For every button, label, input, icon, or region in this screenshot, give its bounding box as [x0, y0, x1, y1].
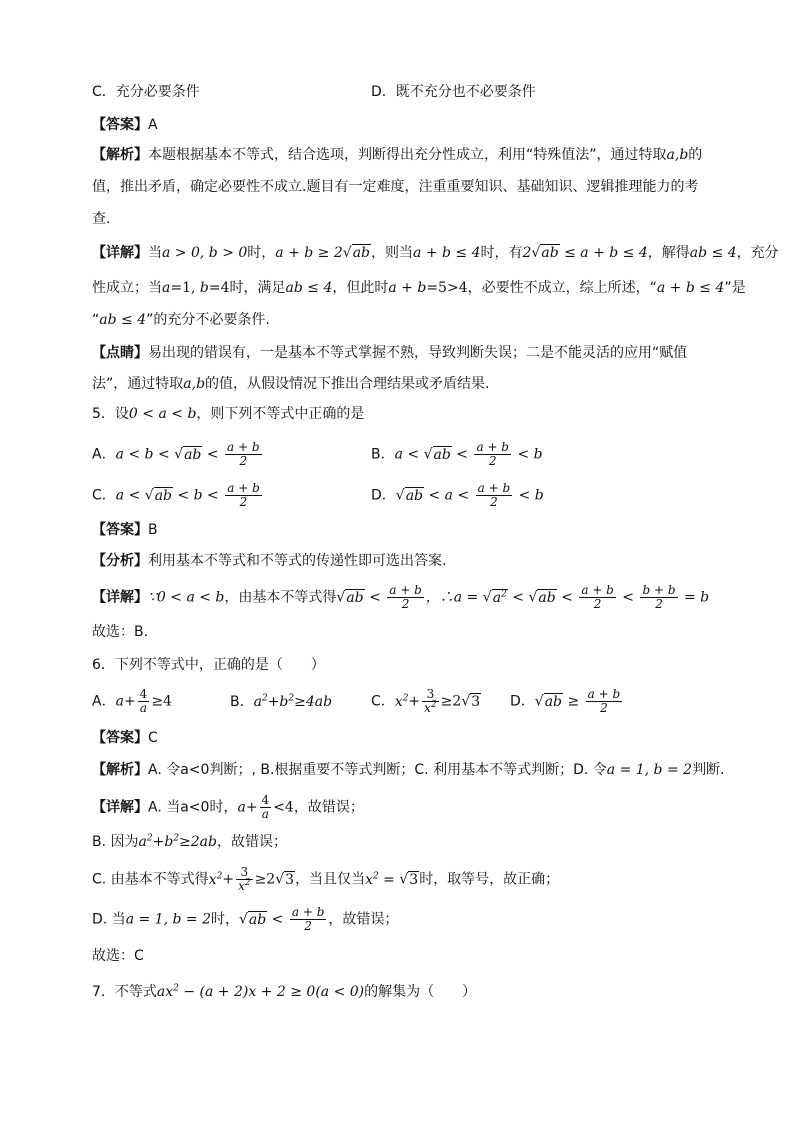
- math: < b: [514, 487, 544, 504]
- math: <4: [273, 799, 294, 816]
- q5-answer: [92, 520, 158, 540]
- math: a: [237, 799, 246, 816]
- math-sqrt: √3: [461, 693, 481, 710]
- math-fraction: $\frac{b + b}{2}$: [642, 583, 676, 611]
- math-fraction: $\frac{4}{a}$: [261, 793, 270, 821]
- text: A. 当a<0时，: [148, 799, 238, 816]
- math-sqrt: √ab: [534, 693, 563, 710]
- math: = b: [679, 589, 710, 606]
- q5-conclusion: [92, 622, 148, 642]
- math: =5>4: [426, 280, 468, 296]
- q6-xiangjie-c: [92, 866, 559, 893]
- math: <: [556, 589, 578, 606]
- option-label: C．: [92, 487, 116, 504]
- math: a > 0, b > 0: [162, 245, 248, 261]
- math: +: [408, 693, 421, 710]
- q6-option-d: [510, 688, 624, 715]
- text: ”是: [724, 280, 746, 296]
- math: a = 1, b = 2: [606, 762, 693, 778]
- math: ≥2: [254, 871, 276, 888]
- answer-tag: 【答案】: [92, 522, 148, 538]
- jiexi-tag: 【解析】: [92, 147, 148, 163]
- option-label: A．: [92, 693, 116, 710]
- q7-stem: [92, 982, 476, 1002]
- math-sqrt: √ab: [238, 911, 267, 928]
- text: C. 由基本不等式得: [92, 871, 209, 888]
- math-sqrt: √ab: [531, 245, 559, 261]
- jiexi-text: 的: [688, 147, 703, 163]
- q5-stem: [92, 404, 364, 424]
- q6-option-b: [230, 692, 332, 712]
- text: ，故错误；: [293, 799, 364, 816]
- q4-option-c: C．充分必要条件: [92, 84, 200, 100]
- math-sqrt: $√a^2$: [482, 588, 507, 606]
- text: 的值，从假设情况下推出合理结果或矛盾结果.: [205, 376, 490, 392]
- math: <: [507, 589, 529, 606]
- q6-answer: [92, 728, 158, 748]
- text: 时，: [247, 245, 276, 261]
- q6-option-a: [92, 688, 172, 715]
- math: <: [451, 446, 473, 463]
- answer-tag: 【答案】: [92, 730, 148, 746]
- math-sqrt: √ab: [342, 245, 371, 261]
- text: ，故错误；: [217, 834, 287, 850]
- option-label: A．: [92, 446, 116, 463]
- xiangjie-tag: 【详解】: [92, 245, 148, 261]
- question-text: ，则下列不等式中正确的是: [196, 406, 365, 422]
- text: ，但此时: [332, 280, 389, 296]
- q4-answer: [92, 115, 158, 135]
- text: 时，有: [480, 245, 523, 261]
- option-label: B．: [230, 694, 254, 710]
- math: <: [267, 911, 288, 928]
- math: 0 < a < b: [128, 406, 197, 422]
- math-ab: a,b: [183, 376, 206, 392]
- math-sqrt: √ab: [174, 446, 202, 463]
- question-text: 的解集为（ ）: [364, 984, 477, 1000]
- text: ，解得: [647, 245, 690, 261]
- math: $ax^2 - (a + 2)x + 2 \ge 0(a < 0)$: [156, 983, 365, 1000]
- text: ，由基本不等式得: [224, 589, 337, 606]
- math-sqrt: √ab: [336, 589, 364, 606]
- math-fraction: $\frac{a + b}{2}$: [227, 440, 260, 468]
- math: ab ≤ 4: [285, 280, 333, 296]
- text: 利用基本不等式和不等式的传递性即可选出答案.: [148, 553, 447, 569]
- math: < b <: [173, 487, 224, 504]
- math-fraction: $\frac{a + b}{2}$: [227, 481, 260, 509]
- text: 时，满足: [229, 280, 286, 296]
- text: ，充分: [736, 245, 779, 261]
- q5-option-c: [92, 482, 264, 509]
- math: < a <: [424, 487, 474, 504]
- math: ∵0 < a < b: [148, 589, 225, 606]
- text: ，则当: [371, 245, 414, 261]
- q4-dianjing-line-1: [92, 343, 687, 363]
- text: 时，取等号，故正确；: [419, 871, 560, 888]
- xiangjie-tag: 【详解】: [92, 589, 148, 606]
- q6-jiexi: [92, 760, 725, 780]
- text: ，故错误；: [328, 911, 399, 928]
- q6-option-c: [371, 688, 481, 715]
- jiexi-text: 查.: [92, 211, 111, 227]
- math: <: [202, 446, 224, 463]
- math: $a^2+b^2\ge 4ab$: [253, 693, 333, 710]
- answer-value: B: [148, 522, 158, 538]
- math-fraction: $\frac{a + b}{2}$: [291, 905, 325, 933]
- text: ，必要性不成立，综上所述，“: [467, 280, 657, 296]
- text: 法”，通过特取: [92, 376, 184, 392]
- math: < b: [513, 446, 543, 463]
- q5-option-d: [371, 482, 544, 509]
- dianjing-tag: 【点睛】: [92, 345, 148, 361]
- math-sqrt: √ab: [144, 487, 172, 504]
- math: <: [364, 589, 386, 606]
- q5-xiangjie: [92, 584, 709, 611]
- math-fraction: $\frac{3}{x^2}$: [424, 687, 437, 715]
- math: =1,: [170, 280, 200, 296]
- math: a + b ≤ 4: [656, 280, 725, 296]
- fenxi-tag: 【分析】: [92, 553, 148, 569]
- q4-xiangjie-line-1: [92, 243, 779, 263]
- math-sqrt: √ab: [395, 487, 424, 504]
- math: ≤ a + b ≤ 4: [559, 245, 648, 261]
- xiangjie-tag: 【详解】: [92, 799, 148, 816]
- text: 当: [148, 245, 162, 261]
- math-fraction: $\frac{a + b}{2}$: [476, 440, 509, 468]
- q4-jiexi-line-1: [92, 145, 702, 165]
- math: ，∴a =: [425, 589, 483, 606]
- q6-xiangjie-b: [92, 832, 287, 852]
- math: ≥4: [151, 693, 172, 710]
- q6-stem: [92, 655, 325, 675]
- math: ab ≤ 4: [99, 312, 147, 328]
- math-sqrt: √3: [399, 871, 419, 888]
- math: $x^2$: [394, 692, 409, 710]
- text: 性成立；当: [92, 280, 162, 296]
- math-fraction: $\frac{a + b}{2}$: [389, 583, 422, 611]
- math: a < b <: [115, 446, 175, 463]
- math-ab: a,b: [666, 147, 689, 163]
- jiexi-text: 值，推出矛盾，确定必要性不成立.题目有一定难度，注重重要知识、基础知识、逻辑推理能力的考: [92, 179, 699, 195]
- q5-option-b: [371, 441, 543, 468]
- q4-option-d-row: [371, 82, 536, 102]
- jiexi-tag: 【解析】: [92, 762, 148, 778]
- math: ≥2: [440, 693, 462, 710]
- math-sqrt: √ab: [423, 446, 451, 463]
- text: A. 令a<0判断；, B.根据重要不等式判断；C. 利用基本不等式判断；D. 令: [148, 762, 607, 778]
- math: $a^2+b^2\ge 2ab$: [138, 833, 217, 850]
- jiexi-text: 本题根据基本不等式，结合选项，判断得出充分性成立，利用“特殊值法”，通过特取: [148, 147, 667, 163]
- math: b: [199, 280, 209, 296]
- q4-xiangjie-line-2: [92, 278, 746, 298]
- math: ab ≤ 4: [689, 245, 737, 261]
- math: +: [123, 693, 136, 710]
- math-fraction: $\frac{4}{a}$: [139, 687, 148, 715]
- text: D. 当: [92, 911, 126, 928]
- text: ，当且仅当: [295, 871, 366, 888]
- math: a: [162, 280, 171, 296]
- q4-option-d: D．既不充分也不必要条件: [371, 84, 536, 100]
- math: $x^2$: [208, 870, 223, 888]
- math: $x^2$ =: [365, 870, 400, 888]
- math: +: [222, 871, 235, 888]
- q5-option-a: [92, 441, 264, 468]
- answer-value: A: [148, 117, 158, 133]
- q4-dianjing-line-2: [92, 374, 489, 394]
- math-fraction: $\frac{a + b}{2}$: [587, 687, 621, 715]
- question-number: 5．设: [92, 406, 129, 422]
- option-label: D．: [510, 693, 535, 710]
- math-fraction: $\frac{a + b}{2}$: [581, 583, 614, 611]
- q5-fenxi: [92, 551, 446, 571]
- option-label: C．: [371, 693, 395, 710]
- text: 时，: [210, 911, 239, 928]
- text: 故选：B.: [92, 624, 149, 640]
- q4-options-cd: [92, 82, 200, 102]
- q6-conclusion: [92, 946, 144, 966]
- text: 易出现的错误有，一是基本不等式掌握不熟，导致判断失误；二是不能灵活的应用“赋值: [148, 345, 688, 361]
- q4-jiexi-line-2: [92, 177, 698, 197]
- q6-xiangjie-a: [92, 794, 364, 821]
- text: 故选：C: [92, 948, 144, 964]
- math: a = 1, b = 2: [125, 911, 211, 928]
- answer-value: C: [148, 730, 158, 746]
- question-text: 6．下列不等式中，正确的是（ ）: [92, 657, 325, 673]
- math: 2: [522, 245, 532, 261]
- q6-xiangjie-d: [92, 906, 398, 933]
- math-fraction: $\frac{a + b}{2}$: [477, 481, 511, 509]
- text: “: [92, 312, 100, 328]
- math-fraction: $\frac{3}{x^2}$: [238, 865, 251, 893]
- q4-xiangjie-line-3: [92, 310, 270, 330]
- option-label: D．: [371, 487, 396, 504]
- question-number: 7．不等式: [92, 984, 157, 1000]
- math-sqrt: √3: [275, 871, 295, 888]
- math: a <: [394, 446, 424, 463]
- text: B. 因为: [92, 834, 139, 850]
- math: ≥: [563, 693, 584, 710]
- math: a + b: [388, 280, 427, 296]
- answer-tag: 【答案】: [92, 117, 148, 133]
- math: a + b ≤ 4: [413, 245, 481, 261]
- math: =4: [208, 280, 230, 296]
- math: a + b ≥ 2: [275, 245, 343, 261]
- option-label: B．: [371, 446, 395, 463]
- text: ”的充分不必要条件.: [146, 312, 270, 328]
- q4-jiexi-line-3: [92, 209, 110, 229]
- text: 判断.: [692, 762, 725, 778]
- math: a <: [115, 487, 145, 504]
- math-sqrt: √ab: [528, 589, 556, 606]
- math: a: [115, 693, 124, 710]
- math: +: [245, 799, 258, 816]
- math: <: [617, 589, 639, 606]
